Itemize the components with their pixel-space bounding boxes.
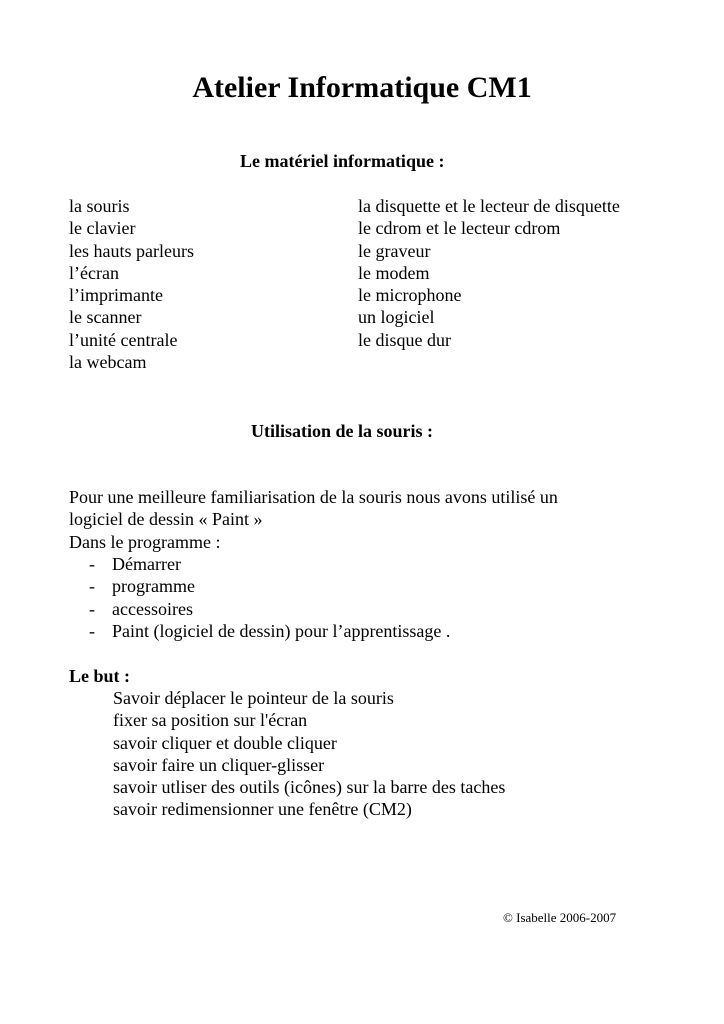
paragraph-line: Pour une meilleure familiarisation de la souris nous avons utilisé un [69, 487, 558, 507]
paragraph-line: logiciel de dessin « Paint » [69, 509, 263, 530]
list-item [89, 553, 450, 575]
bullet-dash: - [89, 598, 95, 619]
list-item: savoir utliser des outils (icônes) sur la barre des taches [113, 777, 506, 798]
page-title: Atelier Informatique CM1 [192, 71, 532, 104]
list-item: un logiciel [358, 307, 435, 328]
list-item [89, 620, 450, 642]
step-label: Paint (logiciel de dessin) pour l’apprentissage . [112, 620, 451, 641]
list-item: le modem [358, 262, 430, 283]
list-item: la webcam [69, 352, 147, 373]
list-item: fixer sa position sur l'écran [113, 710, 308, 731]
but-heading: Le but : [69, 666, 131, 686]
list-item: savoir redimensionner une fenêtre (CM2) [113, 799, 412, 820]
list-item: l’unité centrale [69, 329, 178, 350]
souris-paragraph [69, 486, 669, 553]
materiel-heading: Le matériel informatique : [240, 151, 445, 171]
list-item [89, 598, 450, 620]
list-item: le scanner [69, 307, 142, 328]
souris-steps-list [89, 553, 450, 642]
list-item: l’imprimante [69, 285, 163, 306]
step-label: programme [112, 576, 195, 597]
step-label: accessoires [112, 598, 193, 619]
but-goals-list [113, 687, 505, 821]
list-item: savoir faire un cliquer-glisser [113, 754, 325, 775]
bullet-dash: - [89, 620, 95, 641]
list-item: le microphone [358, 285, 462, 306]
bullet-dash: - [89, 554, 95, 574]
materiel-list-right [358, 195, 620, 351]
bullet-dash: - [89, 576, 95, 597]
list-item: savoir cliquer et double cliquer [113, 732, 337, 753]
step-label: Démarrer [112, 554, 181, 574]
materiel-list-left [69, 195, 194, 373]
list-item: le disque dur [358, 329, 451, 350]
list-item: le graveur [358, 240, 431, 261]
list-item: le clavier [69, 218, 136, 239]
paragraph-line: Dans le programme : [69, 531, 221, 552]
list-item: la souris [69, 196, 130, 216]
list-item: l’écran [69, 262, 119, 283]
list-item: Savoir déplacer le pointeur de la souris [113, 688, 394, 708]
list-item: le cdrom et le lecteur cdrom [358, 218, 561, 239]
souris-heading: Utilisation de la souris : [251, 421, 434, 441]
copyright-notice: © Isabelle 2006-2007 [503, 910, 617, 925]
list-item [89, 575, 450, 597]
list-item: la disquette et le lecteur de disquette [358, 196, 620, 216]
list-item: les hauts parleurs [69, 240, 194, 261]
